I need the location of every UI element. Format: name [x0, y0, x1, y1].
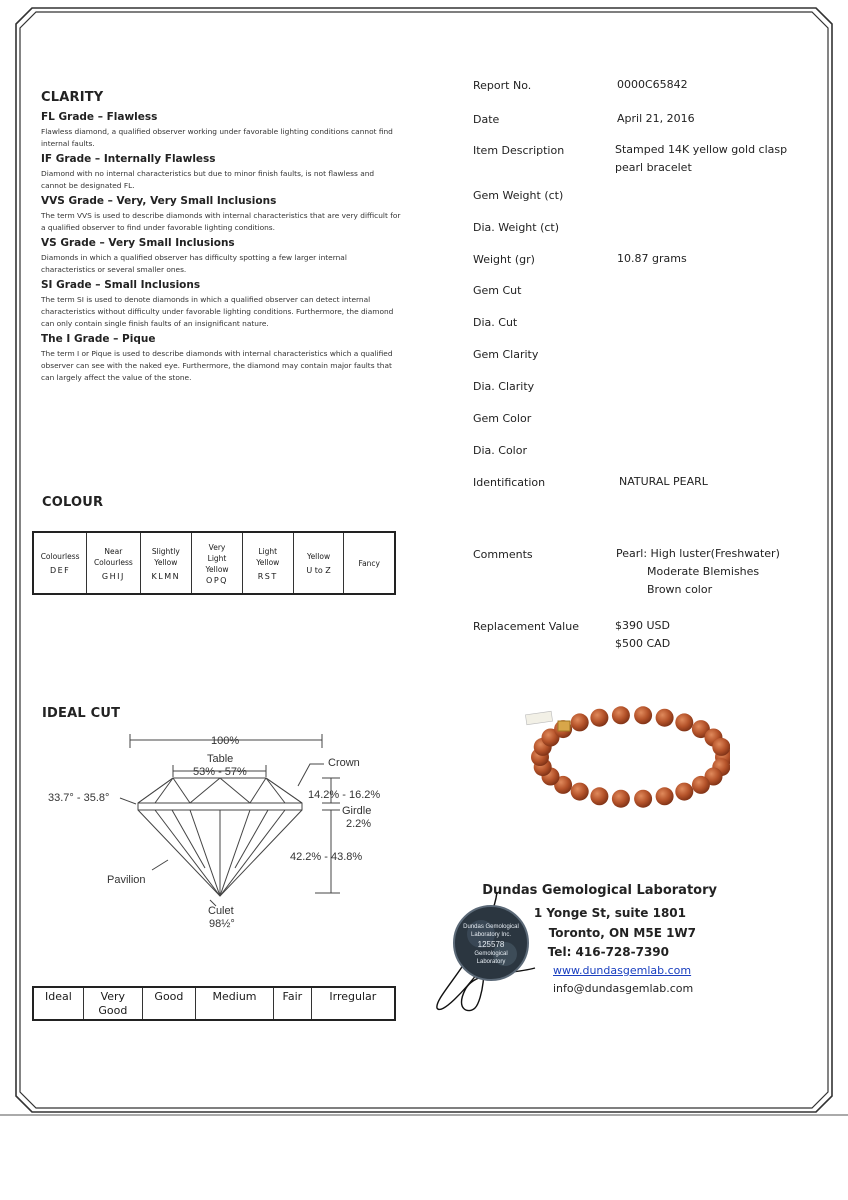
- colour-cell-very-light-yellow: [192, 532, 243, 594]
- lab-telephone: Tel: 416-728-7390: [547, 945, 669, 959]
- lab-address-1: 1 Yonge St, suite 1801: [533, 906, 686, 920]
- report-label: Gem Clarity: [473, 348, 539, 361]
- report-row: [473, 284, 813, 316]
- report-row: [473, 348, 813, 380]
- comments-label: Comments: [473, 548, 533, 561]
- colour-name: Light: [258, 546, 278, 556]
- colour-codes: U to Z: [306, 566, 331, 575]
- colour-cell-colourless: [33, 532, 87, 594]
- clarity-title: CLARITY: [41, 90, 104, 105]
- table-100-label: 100%: [211, 735, 240, 747]
- pearl-bead: [590, 787, 608, 805]
- colour-name: Slightly: [151, 546, 180, 556]
- lab-name: Dundas Gemological Laboratory: [482, 883, 717, 898]
- report-value: Stamped 14K yellow gold clasp pearl bracelet: [615, 143, 788, 174]
- clarity-grade-si: [41, 279, 401, 330]
- grade-description: Flawless diamond, a qualified observer working under favorable lighting conditions cannot find internal faults.: [41, 127, 393, 148]
- report-row: [473, 111, 813, 142]
- report-label: Dia. Clarity: [473, 380, 535, 393]
- colour-codes: KLMN: [151, 571, 181, 581]
- diamond-cut-diagram: [40, 728, 400, 938]
- report-row: [473, 444, 813, 476]
- clarity-grade-vvs: [41, 195, 401, 234]
- comments-line-3: Brown color: [647, 583, 713, 596]
- pavilion-depth-label: 42.2% - 43.8%: [290, 851, 363, 863]
- report-label: Gem Cut: [473, 284, 522, 297]
- report-value: 10.87 grams: [617, 252, 687, 265]
- pearl-bead: [571, 783, 589, 801]
- clarity-grade-i: [41, 333, 401, 384]
- hologram-seal: [425, 890, 565, 1020]
- ideal-cut-title: IDEAL CUT: [42, 706, 121, 721]
- report-label: Dia. Color: [473, 444, 527, 457]
- colour-cell-light-yellow: [242, 532, 293, 594]
- cut-grade-ideal: Ideal: [33, 987, 83, 1020]
- culet-angle-label: 98½°: [209, 918, 235, 930]
- svg-text:125578: 125578: [477, 940, 505, 949]
- report-row: [473, 476, 813, 508]
- crown-height-label: 14.2% - 16.2%: [308, 789, 381, 801]
- grade-name: The I Grade – Pique: [41, 333, 156, 345]
- report-label: Dia. Weight (ct): [473, 221, 560, 234]
- pearl-bead: [612, 706, 630, 724]
- report-row: [473, 79, 813, 111]
- cut-grade-medium: Medium: [195, 987, 273, 1020]
- report-label: Weight (gr): [473, 253, 535, 266]
- pearl-bead: [634, 790, 652, 808]
- report-details: [473, 79, 813, 508]
- svg-text:Laboratory: Laboratory: [476, 959, 506, 965]
- colour-cell-fancy: [344, 532, 395, 594]
- grade-description: The term SI is used to denote diamonds in which a qualified observer can detect internal characteristics without difficulty under favorable lighting conditions. Furthermore, the diamond can only contain single finish faults of an insignificant nature.: [41, 295, 394, 328]
- replacement-label: Replacement Value: [473, 620, 579, 633]
- colour-cell-near-colourless: [87, 532, 140, 594]
- clarity-grade-vs: [41, 237, 401, 276]
- colour-name: Yellow: [306, 552, 331, 561]
- colour-name: Yellow: [154, 557, 178, 567]
- report-value: April 21, 2016: [617, 112, 695, 125]
- colour-name: Yellow: [205, 564, 229, 574]
- clarity-grades: [41, 111, 401, 384]
- report-row: [473, 380, 813, 412]
- colour-scale-table: [32, 531, 396, 595]
- svg-text:Dundas Gemological: Dundas Gemological: [463, 924, 519, 930]
- table-range-label: 53% - 57%: [193, 766, 247, 778]
- comments-line-1: Pearl: High luster(Freshwater): [616, 547, 780, 560]
- report-row: [473, 412, 813, 444]
- pearl-bead: [675, 783, 693, 801]
- girdle-label: Girdle: [342, 805, 372, 817]
- grade-name: FL Grade – Flawless: [41, 111, 158, 123]
- colour-codes: RST: [257, 571, 278, 581]
- pearl-bead: [656, 709, 674, 727]
- pavilion-label: Pavilion: [107, 874, 146, 886]
- colour-name: Colourless: [93, 557, 133, 567]
- lab-website-link[interactable]: www.dundasgemlab.com: [553, 964, 692, 977]
- replacement-cad: $500 CAD: [615, 637, 671, 650]
- colour-name: Near: [104, 546, 123, 556]
- pearl-bead: [590, 709, 608, 727]
- lab-email[interactable]: info@dundasgemlab.com: [553, 982, 694, 995]
- replacement-usd: $390 USD: [615, 619, 670, 632]
- pearl-bead: [675, 713, 693, 731]
- colour-codes: DEF: [49, 566, 71, 575]
- cut-grade-fair: Fair: [274, 987, 312, 1020]
- report-label: Gem Color: [473, 412, 532, 425]
- crown-label: Crown: [328, 757, 360, 769]
- cut-grade-very-good: Very Good: [83, 987, 142, 1020]
- report-row: [473, 253, 813, 284]
- report-value: 0000C65842: [617, 78, 688, 91]
- grade-description: The term VVS is used to describe diamonds with internal characteristics that are very difficult for a qualified observer to find under favorable lighting conditions.: [41, 211, 401, 232]
- pearl-bead: [712, 738, 730, 756]
- colour-codes: OPQ: [206, 575, 228, 585]
- report-label: Gem Weight (ct): [473, 189, 564, 202]
- colour-codes: GHIJ: [101, 571, 125, 581]
- grade-name: VVS Grade – Very, Very Small Inclusions: [41, 195, 277, 207]
- clarity-grade-fl: [41, 111, 401, 150]
- grade-description: Diamonds in which a qualified observer has difficulty spotting a few larger internal characteristics or several smaller ones.: [41, 253, 347, 274]
- svg-text:Gemological: Gemological: [474, 951, 508, 957]
- cut-grade-irregular: Irregular: [311, 987, 395, 1020]
- grade-description: Diamond with no internal characteristics but due to minor finish faults, is not flawless and cannot be designated FL.: [41, 169, 375, 190]
- colour-name: Light: [207, 553, 227, 563]
- colour-cell-slightly-yellow: [140, 532, 192, 594]
- report-label: Item Description: [473, 144, 565, 157]
- report-label: Dia. Cut: [473, 316, 518, 329]
- grade-name: IF Grade – Internally Flawless: [41, 153, 216, 165]
- report-row: [473, 316, 813, 348]
- culet-label: Culet: [208, 905, 234, 917]
- colour-name: Fancy: [358, 558, 380, 568]
- lab-address-2: Toronto, ON M5E 1W7: [548, 926, 696, 940]
- colour-name: Colourless: [40, 552, 80, 561]
- svg-text:Laboratory Inc.: Laboratory Inc.: [470, 932, 512, 938]
- grade-name: VS Grade – Very Small Inclusions: [41, 237, 235, 249]
- clarity-grade-if: [41, 153, 401, 192]
- girdle-pct-label: 2.2%: [346, 818, 372, 830]
- price-tag: [525, 711, 552, 725]
- report-label: Identification: [473, 476, 546, 489]
- colour-name: Very: [208, 542, 226, 552]
- colour-name: Yellow: [256, 557, 280, 567]
- report-label: Report No.: [473, 79, 532, 92]
- report-row: [473, 142, 813, 189]
- cut-grade-good: Good: [142, 987, 195, 1020]
- colour-title: COLOUR: [42, 495, 104, 510]
- report-row: [473, 189, 813, 221]
- crown-angle-label: 33.7° - 35.8°: [48, 792, 110, 804]
- cut-grade-table: [32, 986, 396, 1021]
- pearl-bead: [634, 706, 652, 724]
- pearl-bead: [692, 776, 710, 794]
- gold-clasp: [558, 721, 570, 731]
- colour-cell-yellow: [293, 532, 344, 594]
- report-label: Date: [473, 113, 500, 126]
- table-label: Table: [207, 753, 234, 765]
- grade-name: SI Grade – Small Inclusions: [41, 279, 201, 291]
- pearl-bead: [656, 787, 674, 805]
- pearl-bead: [571, 713, 589, 731]
- report-value: NATURAL PEARL: [619, 475, 708, 488]
- grade-description: The term I or Pique is used to describe diamonds with internal characteristics which a qualified observer can see with the naked eye. Furthermore, the diamond may contain major faults that can largely affect the value of the stone.: [41, 349, 393, 382]
- comments-line-2: Moderate Blemishes: [647, 565, 760, 578]
- pearl-bracelet-image: [520, 695, 730, 810]
- pearl-bead: [612, 790, 630, 808]
- report-row: [473, 221, 813, 253]
